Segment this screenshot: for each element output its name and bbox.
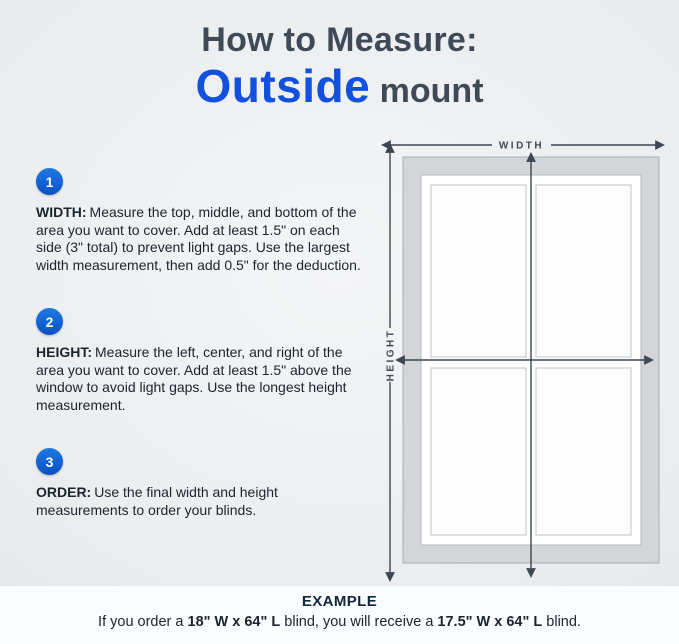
step-number-badge: 3 <box>36 448 63 475</box>
step-height-body: Measure the left, center, and right of the area you want to cover. Add at least 1.5" above the window to avoid light gaps. Use the longest height measurement. <box>36 344 352 413</box>
step-order-body: Use the final width and height measurements to order your blinds. <box>36 484 278 518</box>
step-width-label: WIDTH: <box>36 204 87 220</box>
window-pane-bottom-right <box>536 368 631 535</box>
title-line2 <box>0 61 679 112</box>
title-line1: How to Measure: <box>201 21 478 59</box>
step-number-badge: 2 <box>36 308 63 335</box>
title-highlight-outside: Outside <box>195 60 371 113</box>
title-suffix-mount: mount <box>370 72 484 111</box>
example-prefix: If you order a <box>98 614 188 630</box>
width-dimension-label: WIDTH <box>498 140 545 152</box>
window-pane-bottom-left <box>431 368 526 535</box>
step-width-body: Measure the top, middle, and bottom of the area you want to cover. Add at least 1.5" on each side (3" total) to prevent light gaps. Use the largest width measurement, then add 0.5" for the deduction. <box>36 204 361 273</box>
example-sentence <box>0 614 679 630</box>
example-suffix: blind. <box>542 614 581 630</box>
received-size: 17.5" W x 64" L <box>437 614 543 630</box>
step-order-label: ORDER: <box>36 484 92 500</box>
step-order <box>36 448 366 519</box>
step-height-text <box>36 344 366 414</box>
window-measure-diagram <box>375 130 670 588</box>
step-height-label: HEIGHT: <box>36 344 92 360</box>
height-dimension-label: HEIGHT <box>385 328 397 382</box>
window-pane-top-right <box>536 185 631 357</box>
example-heading: EXAMPLE <box>301 593 378 610</box>
step-order-text <box>36 484 366 519</box>
step-height <box>36 308 366 414</box>
page-title <box>0 22 679 112</box>
step-width <box>36 168 366 274</box>
window-pane-top-left <box>431 185 526 357</box>
example-section <box>0 586 679 644</box>
step-number-badge: 1 <box>36 168 63 195</box>
example-middle: blind, you will receive a <box>280 614 438 630</box>
step-width-text <box>36 204 366 274</box>
order-size: 18" W x 64" L <box>187 614 281 630</box>
